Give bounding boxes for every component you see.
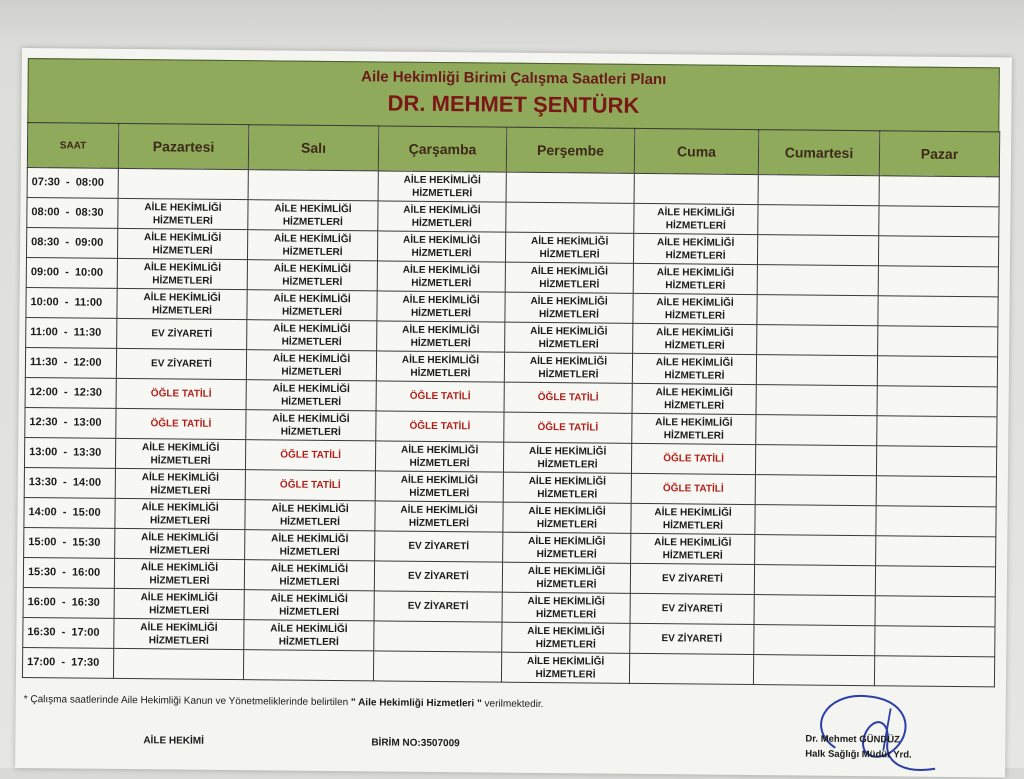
schedule-cell: AİLE HEKİMLİĞİ HİZMETLERİ (378, 201, 506, 232)
time-slot-cell: 08:00 - 08:30 (27, 198, 118, 229)
schedule-cell: AİLE HEKİMLİĞİ HİZMETLERİ (633, 293, 757, 324)
schedule-cell: AİLE HEKİMLİĞİ HİZMETLERİ (503, 442, 631, 473)
time-slot-cell: 09:00 - 10:00 (26, 258, 117, 289)
schedule-cell (754, 595, 875, 626)
schedule-cell (877, 356, 997, 387)
schedule-body (22, 168, 999, 687)
schedule-cell: AİLE HEKİMLİĞİ HİZMETLERİ (377, 321, 505, 352)
time-slot-cell: 12:00 - 12:30 (25, 378, 116, 409)
column-header-persembe: Perşembe (506, 127, 634, 173)
schedule-cell: AİLE HEKİMLİĞİ HİZMETLERİ (633, 263, 757, 294)
column-header-pazartesi: Pazartesi (118, 123, 248, 169)
time-slot-cell: 12:30 - 13:00 (25, 408, 116, 439)
schedule-cell: AİLE HEKİMLİĞİ HİZMETLERİ (117, 288, 247, 319)
schedule-cell (755, 505, 876, 536)
time-slot-cell: 10:00 - 11:00 (26, 288, 117, 319)
time-slot-cell: 11:30 - 12:00 (25, 348, 116, 379)
schedule-cell: AİLE HEKİMLİĞİ HİZMETLERİ (375, 471, 503, 502)
schedule-cell (757, 265, 878, 296)
column-header-cumartesi: Cumartesi (758, 130, 879, 176)
schedule-cell (758, 205, 879, 236)
schedule-cell: AİLE HEKİMLİĞİ HİZMETLERİ (632, 413, 756, 444)
schedule-cell: AİLE HEKİMLİĞİ HİZMETLERİ (115, 468, 245, 499)
schedule-cell (373, 651, 501, 682)
schedule-cell: ÖĞLE TATİLİ (245, 440, 375, 471)
time-slot-cell: 16:00 - 16:30 (23, 588, 114, 619)
schedule-cell: AİLE HEKİMLİĞİ HİZMETLERİ (377, 291, 505, 322)
schedule-cell: ÖĞLE TATİLİ (504, 412, 632, 443)
column-header-pazar: Pazar (879, 131, 999, 177)
schedule-cell: AİLE HEKİMLİĞİ HİZMETLERİ (375, 501, 503, 532)
schedule-cell (758, 175, 879, 206)
schedule-cell (755, 445, 876, 476)
schedule-cell (755, 535, 876, 566)
schedule-cell: EV ZİYARETİ (374, 591, 502, 622)
schedule-cell (877, 386, 997, 417)
time-slot-cell: 13:30 - 14:00 (24, 468, 115, 499)
schedule-cell (877, 416, 997, 447)
schedule-cell: AİLE HEKİMLİĞİ HİZMETLERİ (248, 200, 378, 231)
schedule-cell (754, 625, 875, 656)
schedule-cell: ÖĞLE TATİLİ (116, 408, 246, 439)
schedule-cell (113, 648, 243, 679)
schedule-cell (875, 566, 995, 597)
schedule-sheet (15, 48, 1012, 777)
schedule-cell: ÖĞLE TATİLİ (376, 411, 504, 442)
schedule-cell: AİLE HEKİMLİĞİ HİZMETLERİ (375, 441, 503, 472)
schedule-cell: AİLE HEKİMLİĞİ HİZMETLERİ (632, 383, 756, 414)
footnote (24, 694, 544, 710)
schedule-cell: ÖĞLE TATİLİ (376, 381, 504, 412)
schedule-cell: EV ZİYARETİ (374, 561, 502, 592)
schedule-cell: AİLE HEKİMLİĞİ HİZMETLERİ (505, 322, 633, 353)
footnote-suffix: verilmektedir. (484, 698, 544, 711)
schedule-cell (874, 656, 994, 687)
schedule-cell: EV ZİYARETİ (117, 318, 247, 349)
time-slot-cell: 16:30 - 17:00 (23, 618, 114, 649)
schedule-cell: AİLE HEKİMLİĞİ HİZMETLERİ (502, 562, 630, 593)
column-header-cuma: Cuma (634, 128, 758, 174)
schedule-cell: AİLE HEKİMLİĞİ HİZMETLERİ (247, 290, 377, 321)
schedule-cell (506, 202, 634, 233)
schedule-cell (879, 176, 999, 207)
schedule-cell: AİLE HEKİMLİĞİ HİZMETLERİ (503, 532, 631, 563)
director-signature-block (805, 732, 912, 763)
schedule-table (22, 122, 1000, 687)
schedule-cell: AİLE HEKİMLİĞİ HİZMETLERİ (245, 530, 375, 561)
column-header-saat: SAAT (27, 123, 118, 169)
schedule-cell: AİLE HEKİMLİĞİ HİZMETLERİ (117, 228, 247, 259)
schedule-cell: AİLE HEKİMLİĞİ HİZMETLERİ (505, 232, 633, 263)
schedule-cell: ÖĞLE TATİLİ (245, 470, 375, 501)
time-slot-cell: 13:00 - 13:30 (24, 438, 115, 469)
schedule-cell: AİLE HEKİMLİĞİ HİZMETLERİ (245, 500, 375, 531)
time-slot-cell: 08:30 - 09:00 (26, 228, 117, 259)
schedule-cell: AİLE HEKİMLİĞİ HİZMETLERİ (247, 260, 377, 291)
schedule-cell: AİLE HEKİMLİĞİ HİZMETLERİ (117, 258, 247, 289)
schedule-cell: AİLE HEKİMLİĞİ HİZMETLERİ (377, 261, 505, 292)
schedule-cell: AİLE HEKİMLİĞİ HİZMETLERİ (631, 533, 755, 564)
schedule-cell (118, 168, 248, 199)
schedule-cell: EV ZİYARETİ (375, 531, 503, 562)
doctor-name: DR. MEHMET ŞENTÜRK (387, 90, 640, 118)
column-header-carsamba: Çarşamba (378, 126, 506, 172)
schedule-cell (629, 653, 753, 684)
time-slot-cell: 11:00 - 11:30 (26, 318, 117, 349)
schedule-cell (878, 236, 998, 267)
family-doctor-label: AİLE HEKİMİ (143, 735, 204, 747)
column-header-sali: Salı (248, 125, 378, 171)
schedule-cell (374, 621, 502, 652)
schedule-cell: ÖĞLE TATİLİ (631, 473, 755, 504)
time-slot-cell: 15:00 - 15:30 (24, 528, 115, 559)
schedule-cell: EV ZİYARETİ (630, 563, 754, 594)
schedule-cell: AİLE HEKİMLİĞİ HİZMETLERİ (503, 502, 631, 533)
schedule-cell: AİLE HEKİMLİĞİ HİZMETLERİ (114, 588, 244, 619)
schedule-cell (876, 446, 996, 477)
schedule-cell: AİLE HEKİMLİĞİ HİZMETLERİ (114, 618, 244, 649)
schedule-cell (757, 325, 878, 356)
schedule-cell (755, 475, 876, 506)
schedule-cell (875, 596, 995, 627)
schedule-cell (876, 476, 996, 507)
schedule-title: Aile Hekimliği Birimi Çalışma Saatleri Planı (361, 68, 667, 89)
footnote-prefix: * Çalışma saatlerinde Aile Hekimliği Kanun ve Yönetmeliklerinde belirtilen (23, 694, 349, 709)
schedule-cell: AİLE HEKİMLİĞİ HİZMETLERİ (244, 560, 374, 591)
schedule-cell: AİLE HEKİMLİĞİ HİZMETLERİ (503, 472, 631, 503)
schedule-cell (753, 655, 874, 686)
schedule-cell (879, 206, 999, 237)
schedule-cell: AİLE HEKİMLİĞİ HİZMETLERİ (115, 438, 245, 469)
schedule-cell: ÖĞLE TATİLİ (631, 443, 755, 474)
schedule-cell: AİLE HEKİMLİĞİ HİZMETLERİ (505, 292, 633, 323)
time-slot-cell: 15:30 - 16:00 (23, 558, 114, 589)
schedule-cell: EV ZİYARETİ (630, 623, 754, 654)
schedule-cell (878, 326, 998, 357)
schedule-cell: AİLE HEKİMLİĞİ HİZMETLERİ (247, 320, 377, 351)
schedule-cell (876, 536, 996, 567)
director-title: Halk Sağlığı Müdür Yrd. (805, 748, 912, 761)
schedule-cell (875, 626, 995, 657)
schedule-cell: AİLE HEKİMLİĞİ HİZMETLERİ (246, 350, 376, 381)
schedule-cell (756, 355, 877, 386)
time-slot-cell: 07:30 - 08:00 (27, 168, 118, 199)
footnote-emphasis: " Aile Hekimliği Hizmetleri " (350, 697, 482, 710)
schedule-cell (876, 506, 996, 537)
schedule-cell: AİLE HEKİMLİĞİ HİZMETLERİ (244, 620, 374, 651)
schedule-cell: AİLE HEKİMLİĞİ HİZMETLERİ (502, 592, 630, 623)
schedule-cell: AİLE HEKİMLİĞİ HİZMETLERİ (505, 262, 633, 293)
time-slot-cell: 14:00 - 15:00 (24, 498, 115, 529)
schedule-cell: AİLE HEKİMLİĞİ HİZMETLERİ (501, 652, 629, 683)
schedule-cell: AİLE HEKİMLİĞİ HİZMETLERİ (118, 198, 248, 229)
schedule-cell: AİLE HEKİMLİĞİ HİZMETLERİ (502, 622, 630, 653)
schedule-cell: AİLE HEKİMLİĞİ HİZMETLERİ (246, 380, 376, 411)
schedule-cell: AİLE HEKİMLİĞİ HİZMETLERİ (634, 203, 758, 234)
schedule-cell (878, 296, 998, 327)
schedule-cell: AİLE HEKİMLİĞİ HİZMETLERİ (247, 230, 377, 261)
schedule-cell: AİLE HEKİMLİĞİ HİZMETLERİ (631, 503, 755, 534)
schedule-cell: EV ZİYARETİ (116, 348, 246, 379)
schedule-cell: AİLE HEKİMLİĞİ HİZMETLERİ (377, 231, 505, 262)
schedule-cell: EV ZİYARETİ (630, 593, 754, 624)
schedule-cell (248, 170, 378, 201)
schedule-cell (756, 385, 877, 416)
schedule-cell: AİLE HEKİMLİĞİ HİZMETLERİ (115, 528, 245, 559)
schedule-cell (757, 235, 878, 266)
time-slot-cell: 17:00 - 17:30 (22, 648, 113, 679)
unit-number: BİRİM NO:3507009 (371, 737, 460, 750)
schedule-cell (243, 650, 373, 681)
schedule-cell (756, 415, 877, 446)
schedule-cell: AİLE HEKİMLİĞİ HİZMETLERİ (504, 352, 632, 383)
schedule-cell (878, 266, 998, 297)
schedule-cell (754, 565, 875, 596)
schedule-cell: AİLE HEKİMLİĞİ HİZMETLERİ (633, 323, 757, 354)
director-name: Dr. Mehmet GÜNDÜZ (805, 733, 900, 746)
schedule-cell (757, 295, 878, 326)
schedule-cell: ÖĞLE TATİLİ (116, 378, 246, 409)
schedule-cell: AİLE HEKİMLİĞİ HİZMETLERİ (633, 233, 757, 264)
schedule-header (27, 58, 1000, 133)
schedule-cell: AİLE HEKİMLİĞİ HİZMETLERİ (632, 353, 756, 384)
schedule-cell (634, 173, 758, 204)
schedule-cell: AİLE HEKİMLİĞİ HİZMETLERİ (376, 351, 504, 382)
schedule-cell: AİLE HEKİMLİĞİ HİZMETLERİ (246, 410, 376, 441)
schedule-cell: ÖĞLE TATİLİ (504, 382, 632, 413)
schedule-cell: AİLE HEKİMLİĞİ HİZMETLERİ (378, 171, 506, 202)
schedule-cell: AİLE HEKİMLİĞİ HİZMETLERİ (115, 498, 245, 529)
schedule-cell: AİLE HEKİMLİĞİ HİZMETLERİ (244, 590, 374, 621)
schedule-cell: AİLE HEKİMLİĞİ HİZMETLERİ (114, 558, 244, 589)
schedule-cell (506, 172, 634, 203)
